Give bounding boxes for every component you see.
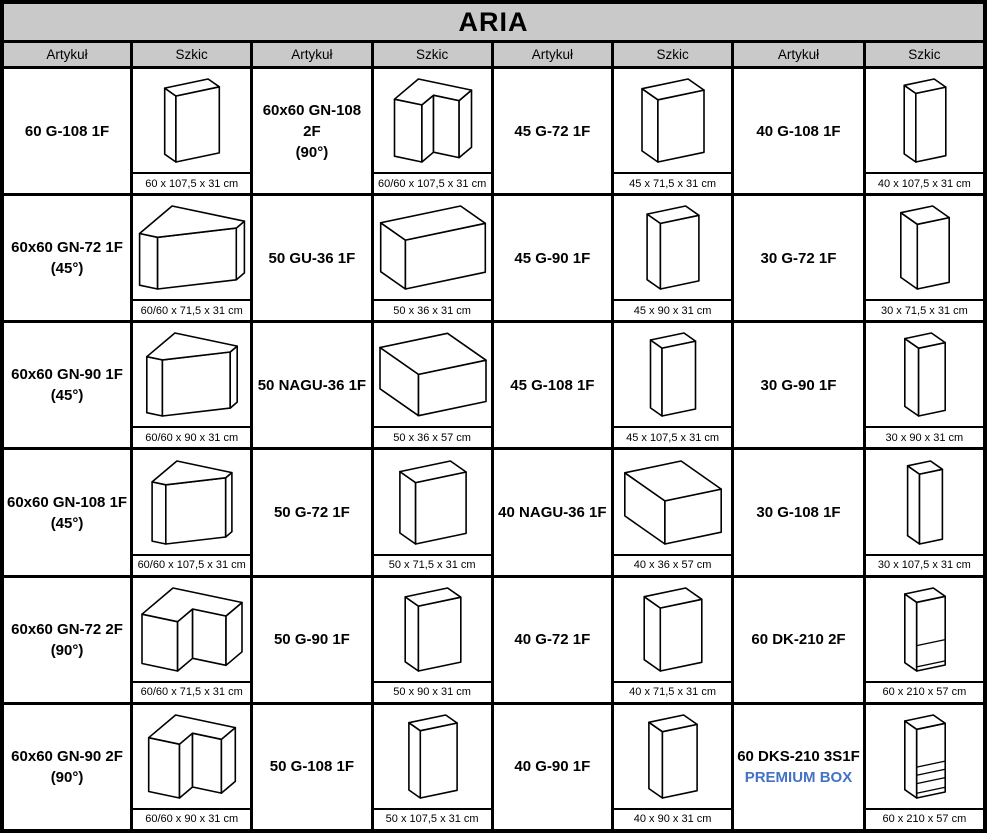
dimensions-label: 60 x 210 x 57 cm [866, 808, 983, 829]
article-code: 40 G-72 1F [514, 631, 591, 649]
dimensions-label: 30 x 90 x 31 cm [866, 426, 983, 447]
sketch-cell [866, 578, 983, 702]
article-code: 50 G-90 1F [273, 631, 350, 649]
cabinet-sketch [614, 450, 731, 553]
article-cell [253, 450, 370, 574]
sketch-cell [374, 705, 491, 829]
catalog-table [4, 43, 983, 829]
cabinet-sketch-svg [374, 200, 491, 295]
cabinet-sketch [133, 323, 250, 426]
dimensions-label: 50 x 90 x 31 cm [374, 681, 491, 702]
cabinet-sketch-svg [614, 709, 731, 804]
article-code: 60x60 GN-72 2F [11, 620, 123, 638]
dimensions-label: 60 x 107,5 x 31 cm [133, 172, 250, 193]
dimensions-label: 50 x 36 x 31 cm [374, 299, 491, 320]
sketch-cell [614, 450, 731, 574]
cabinet-sketch [614, 323, 731, 426]
cabinet-sketch-svg [374, 455, 491, 550]
cabinet-sketch [374, 705, 491, 808]
sketch-cell [374, 69, 491, 193]
dimensions-label: 45 x 90 x 31 cm [614, 299, 731, 320]
article-cell [253, 578, 370, 702]
article-cell [4, 69, 130, 193]
cabinet-sketch-svg [866, 200, 983, 295]
cabinet-sketch-svg [133, 455, 250, 550]
article-code: 60x60 GN-90 2F [11, 747, 123, 765]
dimensions-label: 45 x 71,5 x 31 cm [614, 172, 731, 193]
dimensions-label: 60/60 x 71,5 x 31 cm [133, 299, 250, 320]
cabinet-sketch [866, 450, 983, 553]
cabinet-sketch [374, 196, 491, 299]
column-header-szkic: Szkic [374, 43, 491, 66]
article-code: (45°) [50, 387, 84, 405]
article-code: (90°) [50, 768, 84, 786]
article-code: 2F [303, 122, 321, 140]
cabinet-sketch [374, 450, 491, 553]
cabinet-sketch [866, 578, 983, 681]
sketch-cell [866, 323, 983, 447]
dimensions-label: 45 x 107,5 x 31 cm [614, 426, 731, 447]
cabinet-sketch [374, 578, 491, 681]
cabinet-sketch [133, 578, 250, 681]
sketch-cell [133, 69, 250, 193]
sketch-cell [374, 323, 491, 447]
article-code: (45°) [50, 514, 84, 532]
column-header-artyku: Artykuł [734, 43, 863, 66]
article-code: 50 G-108 1F [269, 758, 355, 776]
article-code: (45°) [50, 260, 84, 278]
cabinet-sketch-svg [866, 709, 983, 804]
article-code: 60x60 GN-90 1F [11, 366, 123, 384]
dimensions-label: 40 x 90 x 31 cm [614, 808, 731, 829]
cabinet-sketch-svg [866, 327, 983, 422]
cabinet-sketch [866, 705, 983, 808]
cabinet-sketch-svg [133, 73, 250, 168]
article-code: 50 GU-36 1F [268, 249, 356, 267]
article-code: 45 G-90 1F [514, 249, 591, 267]
dimensions-label: 50 x 71,5 x 31 cm [374, 554, 491, 575]
article-code: (90°) [50, 641, 84, 659]
sketch-cell [866, 450, 983, 574]
sketch-cell [614, 69, 731, 193]
dimensions-label: 40 x 71,5 x 31 cm [614, 681, 731, 702]
cabinet-sketch-svg [614, 455, 731, 550]
article-cell [734, 450, 863, 574]
premium-box-label: PREMIUM BOX [744, 768, 853, 786]
article-code: 30 G-108 1F [756, 504, 841, 522]
article-cell [494, 69, 611, 193]
sketch-cell [374, 196, 491, 320]
cabinet-sketch-svg [614, 73, 731, 168]
article-cell [494, 323, 611, 447]
sketch-cell [614, 196, 731, 320]
article-code: 45 G-108 1F [510, 376, 595, 394]
article-code: 60 G-108 1F [24, 122, 110, 140]
sketch-cell [374, 578, 491, 702]
column-header-artyku: Artykuł [4, 43, 130, 66]
sketch-cell [614, 323, 731, 447]
article-cell [494, 578, 611, 702]
cabinet-sketch [133, 196, 250, 299]
dimensions-label: 50 x 107,5 x 31 cm [374, 808, 491, 829]
column-header-szkic: Szkic [614, 43, 731, 66]
sketch-cell [614, 578, 731, 702]
article-cell [494, 705, 611, 829]
column-header-artyku: Artykuł [253, 43, 370, 66]
article-cell [494, 450, 611, 574]
cabinet-sketch-svg [133, 200, 250, 295]
sketch-cell [866, 69, 983, 193]
column-header-artyku: Artykuł [494, 43, 611, 66]
cabinet-sketch-svg [374, 73, 491, 168]
cabinet-sketch [133, 69, 250, 172]
article-code: 30 G-90 1F [760, 376, 837, 394]
article-cell [734, 196, 863, 320]
article-code: 60x60 GN-108 [262, 101, 362, 119]
dimensions-label: 60/60 x 90 x 31 cm [133, 808, 250, 829]
article-code: 60 DKS-210 3S1F [737, 747, 860, 765]
dimensions-label: 60/60 x 107,5 x 31 cm [133, 554, 250, 575]
column-header-szkic: Szkic [866, 43, 983, 66]
cabinet-sketch [133, 450, 250, 553]
article-cell [4, 578, 130, 702]
cabinet-sketch-svg [374, 327, 491, 422]
sketch-cell [133, 578, 250, 702]
article-cell [4, 196, 130, 320]
article-code: 60x60 GN-72 1F [11, 239, 123, 257]
cabinet-sketch [866, 196, 983, 299]
article-cell [734, 323, 863, 447]
cabinet-sketch [374, 323, 491, 426]
cabinet-sketch [614, 69, 731, 172]
article-cell [253, 196, 370, 320]
article-code: 40 G-90 1F [514, 758, 591, 776]
cabinet-sketch-svg [133, 709, 250, 804]
article-code: 40 NAGU-36 1F [498, 504, 607, 522]
cabinet-sketch [866, 323, 983, 426]
cabinet-sketch [866, 69, 983, 172]
article-code: 45 G-72 1F [514, 122, 591, 140]
cabinet-sketch [614, 196, 731, 299]
dimensions-label: 50 x 36 x 57 cm [374, 426, 491, 447]
article-code: (90°) [295, 143, 329, 161]
column-header-szkic: Szkic [133, 43, 250, 66]
dimensions-label: 30 x 107,5 x 31 cm [866, 554, 983, 575]
sketch-cell [614, 705, 731, 829]
article-code: 60x60 GN-108 1F [7, 493, 128, 511]
dimensions-label: 60/60 x 90 x 31 cm [133, 426, 250, 447]
cabinet-sketch-svg [614, 200, 731, 295]
cabinet-sketch-svg [866, 455, 983, 550]
cabinet-sketch-svg [374, 582, 491, 677]
sketch-cell [133, 323, 250, 447]
dimensions-label: 60/60 x 71,5 x 31 cm [133, 681, 250, 702]
dimensions-label: 30 x 71,5 x 31 cm [866, 299, 983, 320]
cabinet-sketch [133, 705, 250, 808]
sketch-cell [133, 450, 250, 574]
cabinet-sketch [614, 578, 731, 681]
cabinet-sketch-svg [374, 709, 491, 804]
article-cell [494, 196, 611, 320]
dimensions-label: 60 x 210 x 57 cm [866, 681, 983, 702]
cabinet-sketch-svg [133, 327, 250, 422]
sketch-cell [374, 450, 491, 574]
article-code: 30 G-72 1F [760, 249, 837, 267]
sketch-cell [133, 196, 250, 320]
cabinet-sketch-svg [133, 582, 250, 677]
cabinet-sketch [614, 705, 731, 808]
article-code: 60 DK-210 2F [751, 631, 846, 649]
article-cell [734, 69, 863, 193]
sketch-cell [866, 196, 983, 320]
dimensions-label: 40 x 36 x 57 cm [614, 554, 731, 575]
catalog-title: ARIA [4, 4, 983, 40]
article-cell [253, 69, 370, 193]
article-code: 40 G-108 1F [756, 122, 841, 140]
sketch-cell [866, 705, 983, 829]
article-cell [4, 323, 130, 447]
cabinet-sketch-svg [866, 73, 983, 168]
article-cell [734, 578, 863, 702]
dimensions-label: 60/60 x 107,5 x 31 cm [374, 172, 491, 193]
sketch-cell [133, 705, 250, 829]
cabinet-sketch-svg [614, 327, 731, 422]
article-cell [734, 705, 863, 829]
article-cell [253, 323, 370, 447]
article-cell [4, 450, 130, 574]
cabinet-sketch-svg [866, 582, 983, 677]
cabinet-sketch [374, 69, 491, 172]
article-code: 50 G-72 1F [273, 504, 350, 522]
cabinet-sketch-svg [614, 582, 731, 677]
article-cell [253, 705, 370, 829]
dimensions-label: 40 x 107,5 x 31 cm [866, 172, 983, 193]
article-code: 50 NAGU-36 1F [257, 376, 367, 394]
article-cell [4, 705, 130, 829]
